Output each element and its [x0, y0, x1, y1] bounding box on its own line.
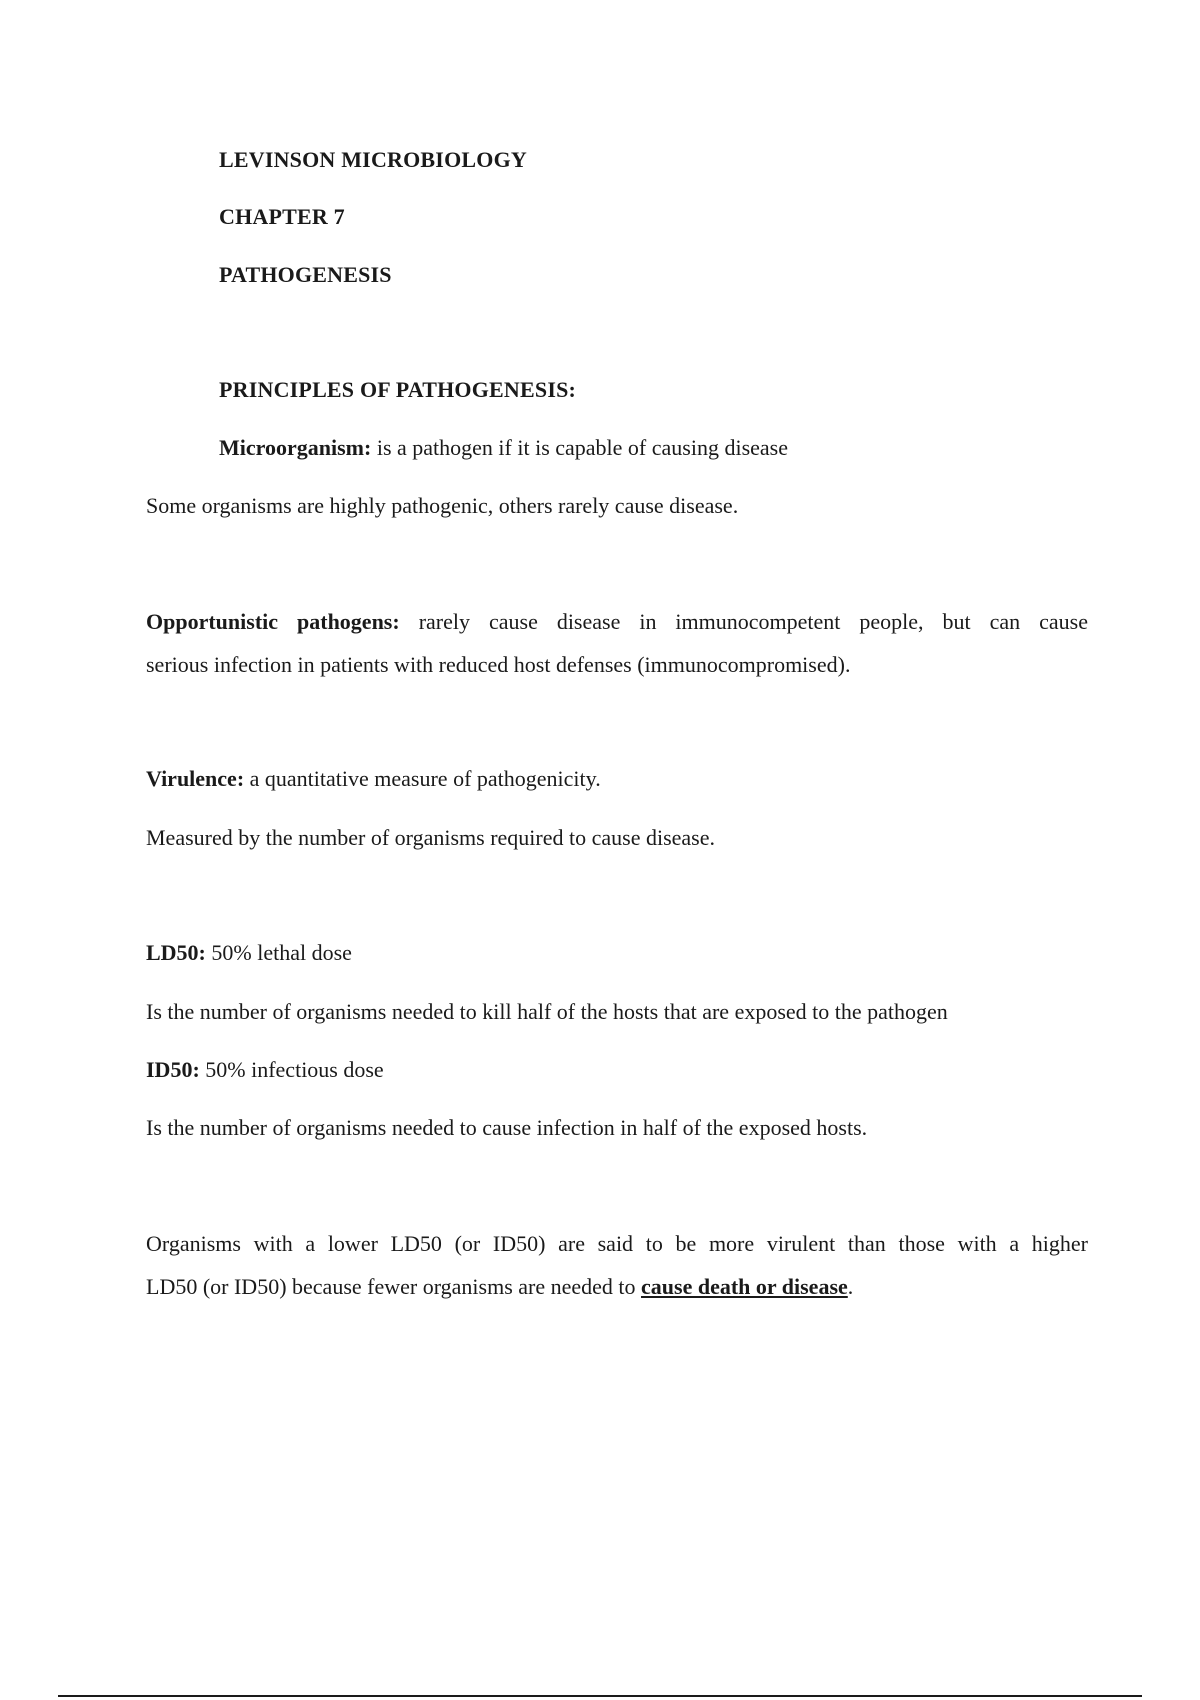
conclusion-line-2-text: LD50 (or ID50) because fewer organisms are needed to [146, 1274, 642, 1299]
microorganism-note: Some organisms are highly pathogenic, others rarely cause disease. [146, 493, 739, 518]
microorganism-definition [219, 433, 788, 463]
chapter-number: CHAPTER 7 [219, 204, 345, 229]
opportunistic-line-1-text: rarely cause disease in immunocompetent people, but can cause [399, 609, 1088, 634]
microorganism-term: Microorganism: [219, 435, 372, 460]
section-heading: PRINCIPLES OF PATHOGENESIS: [219, 377, 577, 402]
virulence-definition [146, 764, 601, 794]
ld50-definition-text: 50% lethal dose [205, 940, 352, 965]
chapter-title: PATHOGENESIS [219, 262, 392, 287]
id50-term: ID50: [146, 1057, 200, 1082]
virulence-note: Measured by the number of organisms required to cause disease. [146, 825, 715, 850]
opportunistic-line-1 [146, 607, 1088, 637]
bottom-divider [58, 1695, 1142, 1697]
virulence-definition-text: a quantitative measure of pathogenicity. [244, 766, 601, 791]
conclusion-line-2 [146, 1272, 853, 1302]
microorganism-definition-text: is a pathogen if it is capable of causing disease [371, 435, 788, 460]
conclusion-period: . [847, 1274, 854, 1299]
virulence-term: Virulence: [146, 766, 245, 791]
ld50-definition [146, 938, 352, 968]
ld50-note: Is the number of organisms needed to kill half of the hosts that are exposed to the pathogen [146, 999, 948, 1024]
conclusion-emphasis: cause death or disease [641, 1274, 848, 1299]
id50-definition-text: 50% infectious dose [199, 1057, 384, 1082]
conclusion-line-1: Organisms with a lower LD50 (or ID50) are said to be more virulent than those with a higher [146, 1231, 1088, 1256]
book-title: LEVINSON MICROBIOLOGY [219, 147, 527, 172]
ld50-term: LD50: [146, 940, 206, 965]
opportunistic-line-2: serious infection in patients with reduced host defenses (immunocompromised). [146, 652, 851, 677]
id50-note: Is the number of organisms needed to cause infection in half of the exposed hosts. [146, 1115, 868, 1140]
opportunistic-term: Opportunistic pathogens: [146, 609, 400, 634]
id50-definition [146, 1055, 384, 1085]
